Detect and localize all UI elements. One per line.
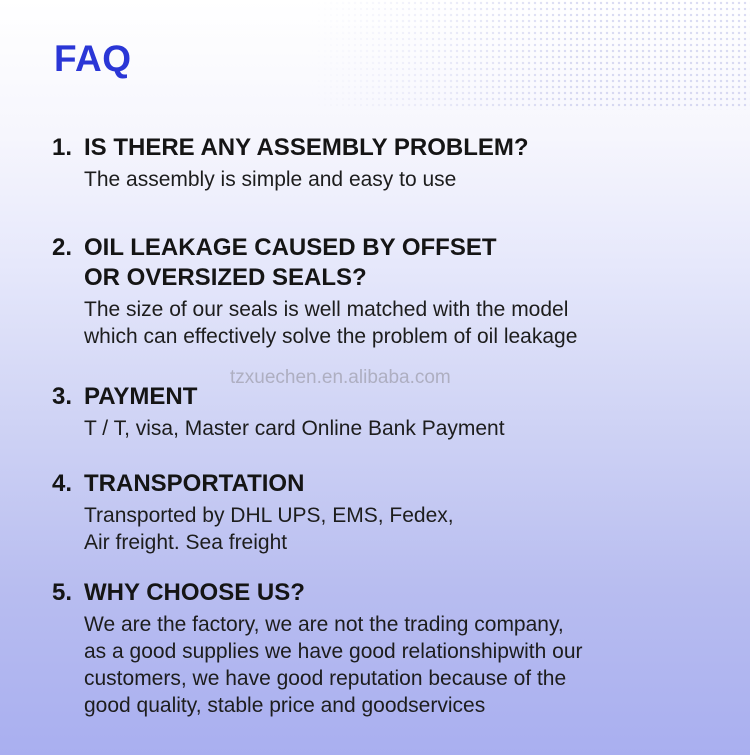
faq-answer-4: Transported by DHL UPS, EMS, Fedex, Air freight. Sea freight <box>84 504 454 554</box>
page-title: FAQ <box>54 38 132 79</box>
faq-number: 5. <box>52 579 73 606</box>
faq-item-4 <box>52 469 722 556</box>
faq-question-text: PAYMENT <box>84 383 198 410</box>
watermark-text: tzxuechen.en.alibaba.com <box>230 367 451 388</box>
faq-question-text: WHY CHOOSE US? <box>84 579 305 606</box>
faq-question-1 <box>52 133 722 163</box>
dot-pattern-decoration <box>310 0 750 110</box>
faq-number: 2. <box>52 234 73 261</box>
faq-answer-3: T / T, visa, Master card Online Bank Payment <box>84 417 505 440</box>
faq-answer-5: We are the factory, we are not the trading company, as a good supplies we have good relationshipwith our customers, we have good reputation because of the good quality, stable price and goodservices <box>84 613 583 717</box>
faq-number: 3. <box>52 383 73 410</box>
faq-item-5 <box>52 578 722 719</box>
faq-question-text: TRANSPORTATION <box>84 470 305 497</box>
faq-item-1 <box>52 133 722 193</box>
faq-question-text: IS THERE ANY ASSEMBLY PROBLEM? <box>84 134 529 161</box>
faq-number: 4. <box>52 470 73 497</box>
faq-answer-1: The assembly is simple and easy to use <box>84 168 457 191</box>
faq-item-3 <box>52 382 722 442</box>
faq-question-4 <box>52 469 722 499</box>
faq-question-5 <box>52 578 722 608</box>
faq-question-2 <box>52 233 722 293</box>
faq-answer-2: The size of our seals is well matched with the model which can effectively solve the problem of oil leakage <box>84 298 578 348</box>
faq-item-2 <box>52 233 722 350</box>
faq-number: 1. <box>52 134 73 161</box>
faq-question-text: OIL LEAKAGE CAUSED BY OFFSET OR OVERSIZED SEALS? <box>84 234 497 291</box>
